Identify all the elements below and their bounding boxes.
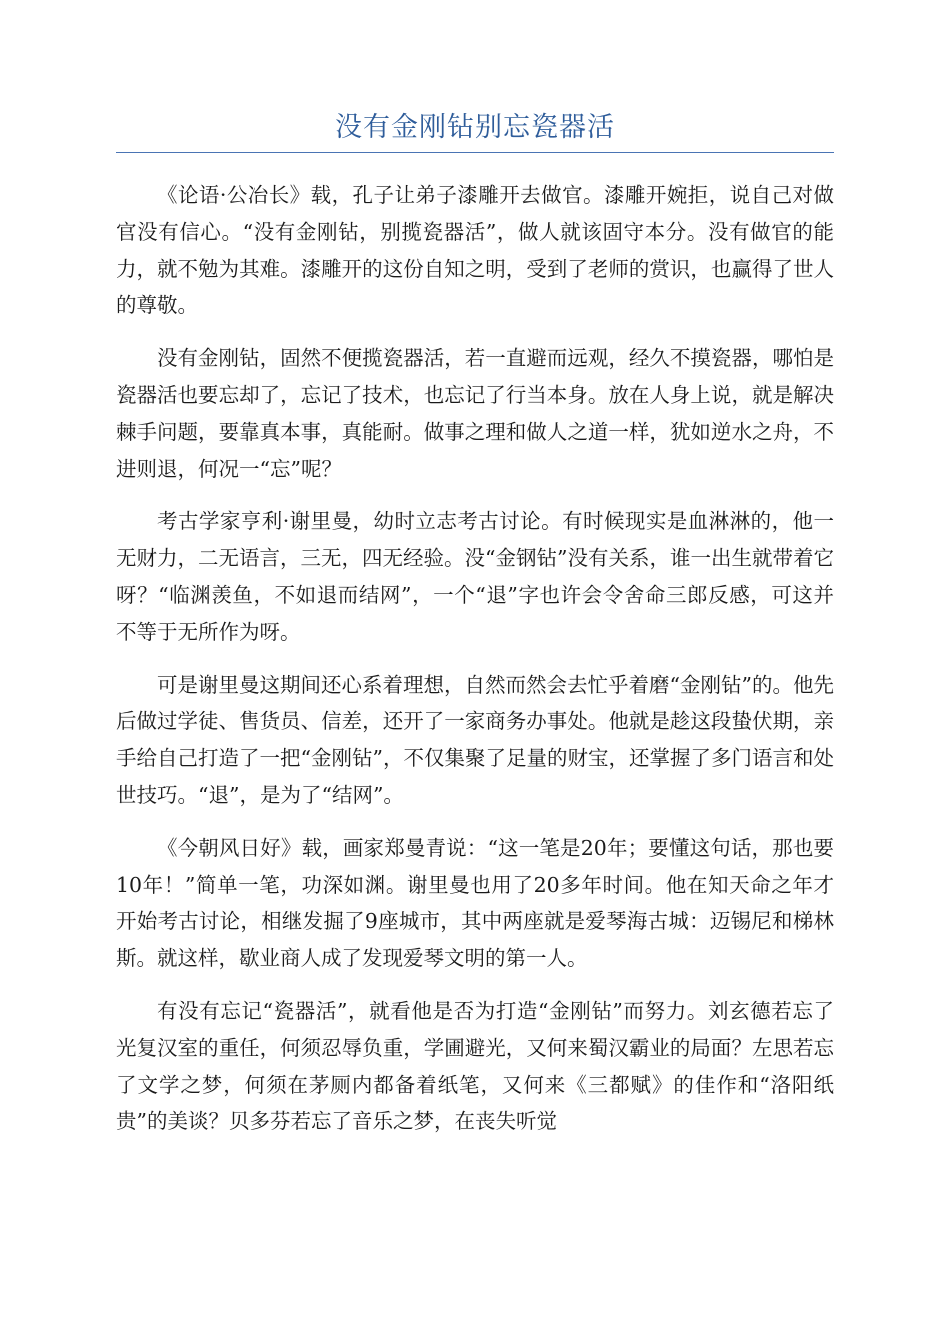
document-title: 没有金刚钻别忘瓷器活 [116, 108, 834, 153]
paragraph-3: 考古学家亨利·谢里曼，幼时立志考古讨论。有时候现实是血淋淋的，他一无财力，二无语言，三无，四无经验。没“金钢钻”没有关系，谁一出生就带着它呀？“临渊羡鱼，不如退而结网”，一个“退”字也许会令舍命三郎反感，可这并不等于无所作为呀。 [116, 509, 834, 644]
document-body [116, 177, 834, 1140]
paragraph-1: 《论语·公冶长》载，孔子让弟子漆雕开去做官。漆雕开婉拒，说自己对做官没有信心。“没有金刚钻，别揽瓷器活”，做人就该固守本分。没有做官的能力，就不勉为其难。漆雕开的这份自知之明，受到了老师的赏识，也赢得了世人的尊敬。 [116, 183, 834, 318]
paragraph-5: 《今朝风日好》载，画家郑曼青说：“这一笔是20年；要懂这句话，那也要10年！”简单一笔，功深如渊。谢里曼也用了20多年时间。他在知天命之年才开始考古讨论，相继发掘了9座城市，其中两座就是爱琴海古城：迈锡尼和梯林斯。就这样，歇业商人成了发现爱琴文明的第一人。 [116, 835, 834, 971]
paragraph-2: 没有金刚钻，固然不便揽瓷器活，若一直避而远观，经久不摸瓷器，哪怕是瓷器活也要忘却了，忘记了技术，也忘记了行当本身。放在人身上说，就是解决棘手问题，要靠真本事，真能耐。做事之理和做人之道一样，犹如逆水之舟，不进则退，何况一“忘”呢？ [116, 346, 834, 481]
document-page [116, 108, 834, 1156]
paragraph-6: 有没有忘记“瓷器活”，就看他是否为打造“金刚钻”而努力。刘玄德若忘了光复汉室的重任，何须忍辱负重，学圃避光，又何来蜀汉霸业的局面？左思若忘了文学之梦，何须在茅厕内都备着纸笔，又何来《三都赋》的佳作和“洛阳纸贵”的美谈？贝多芬若忘了音乐之梦，在丧失听觉 [116, 998, 834, 1134]
paragraph-4: 可是谢里曼这期间还心系着理想，自然而然会去忙乎着磨“金刚钻”的。他先后做过学徒、售货员、信差，还开了一家商务办事处。他就是趁这段蛰伏期，亲手给自己打造了一把“金刚钻”，不仅集聚了足量的财宝，还掌握了多门语言和处世技巧。“退”，是为了“结网”。 [116, 672, 834, 807]
